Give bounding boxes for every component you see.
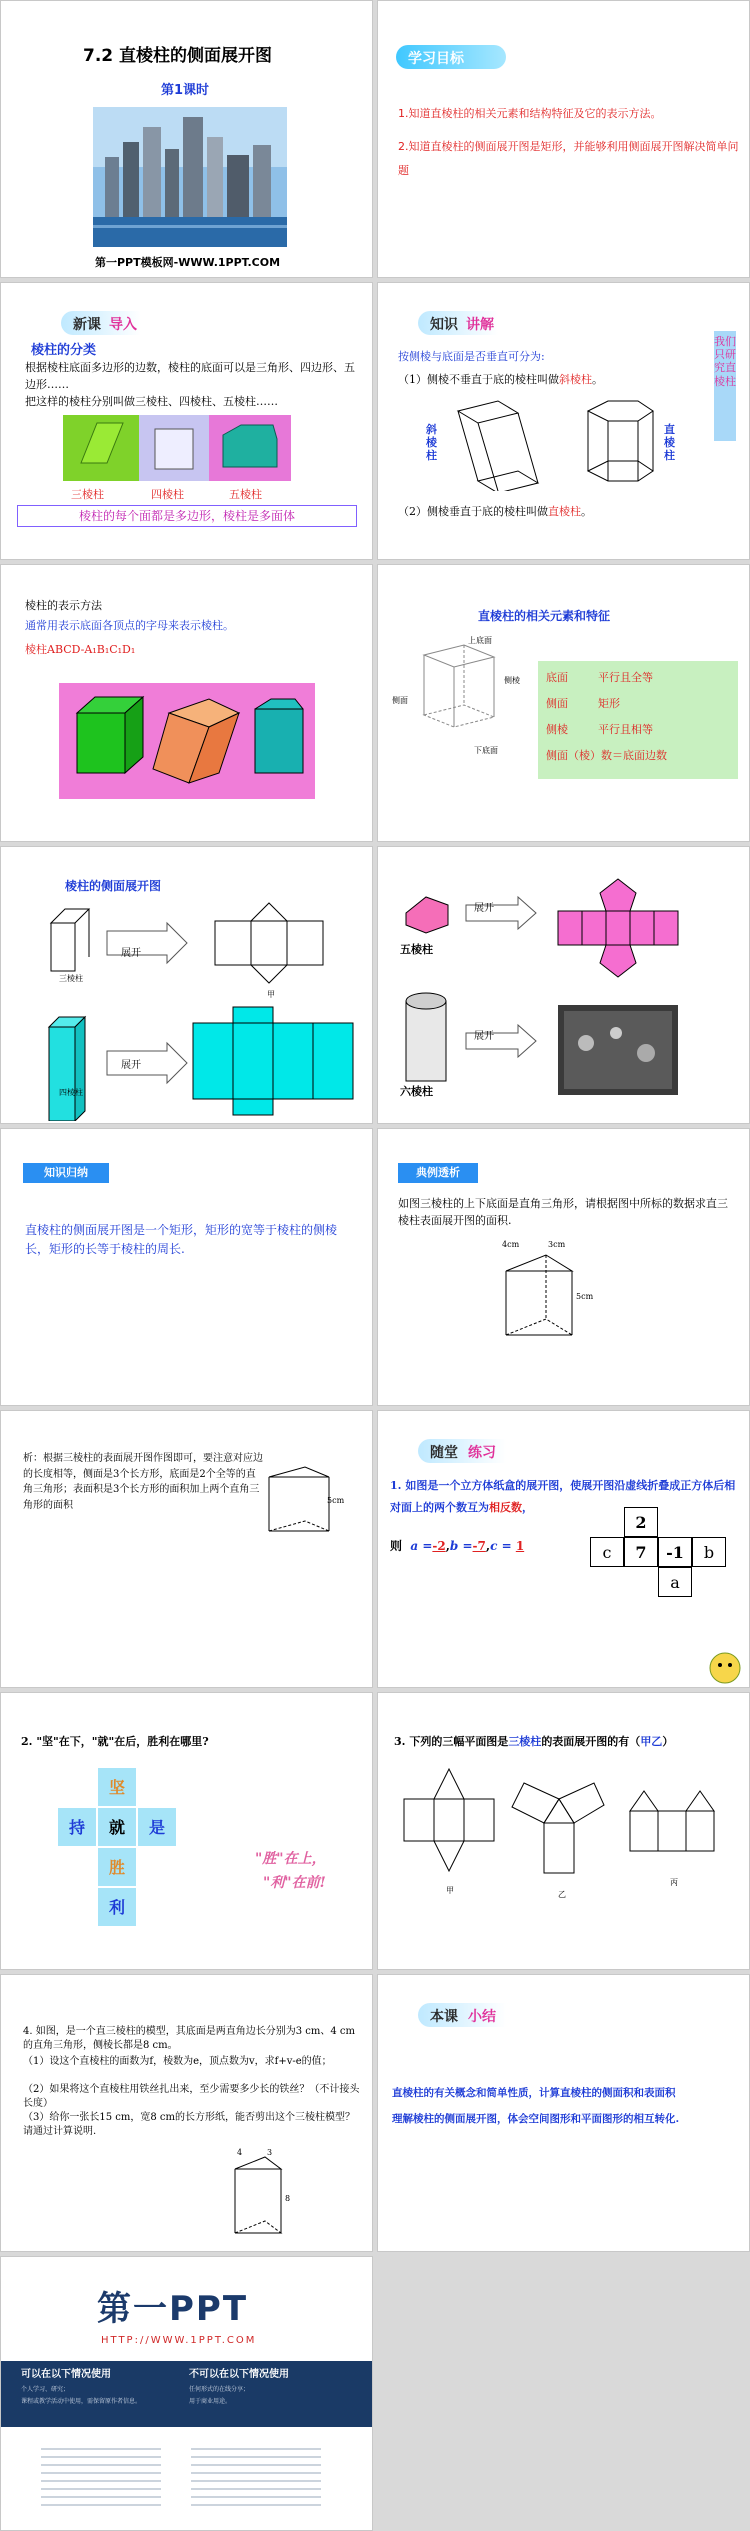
dim-3cm: 3cm bbox=[548, 1240, 566, 1249]
slide-nets-2 bbox=[377, 846, 750, 1124]
polyhedron-note: 棱柱的每个面都是多边形，棱柱是多面体 bbox=[17, 505, 357, 527]
q4-prism bbox=[221, 2151, 311, 2247]
intro-badge: 新课 导入 bbox=[61, 311, 161, 335]
lesson-subtitle: 第1课时 bbox=[161, 83, 210, 98]
analysis-5cm: 5cm bbox=[327, 1496, 345, 1505]
q4-dim-4: 4 bbox=[237, 2148, 243, 2157]
label-side-edge: 侧棱 bbox=[504, 676, 520, 685]
intro-p1: 根据棱柱底面多边形的边数，棱柱的底面可以是三角形、四边形、五边形…… bbox=[25, 361, 355, 392]
intro-heading: 棱柱的分类 bbox=[31, 343, 97, 358]
summary-p1: 直棱柱的有关概念和简单性质，计算直棱柱的侧面积和表面积 bbox=[392, 2087, 676, 2099]
answer-line-1: "胜"在上， bbox=[255, 1851, 326, 1867]
net-cell-neg1: -1 bbox=[658, 1537, 692, 1567]
goals-badge: 学习目标 bbox=[396, 45, 506, 69]
types-p1: 按侧棱与底面是否垂直可分为: bbox=[398, 350, 545, 363]
pentagon-hexagon-nets bbox=[396, 873, 736, 1111]
choice-bing: 丙 bbox=[670, 1878, 678, 1887]
slide-elements bbox=[377, 564, 750, 842]
slide-notation bbox=[0, 564, 373, 842]
net-cell-c: c bbox=[590, 1537, 624, 1567]
q4-p3: （2）如果将这个直棱柱用铁丝扎出来，至少需要多少长的铁丝？（不计接头长度） bbox=[23, 2084, 360, 2109]
practice-answers: 则 a =-2,b =-7,c = 1 bbox=[390, 1539, 525, 1553]
slide-summary-rule bbox=[0, 1128, 373, 1406]
net-cell-7: 7 bbox=[624, 1537, 658, 1567]
elements-row-4: 侧面（棱）数＝底面边数 bbox=[546, 749, 667, 762]
unfold-label-4: 展开 bbox=[474, 1031, 494, 1042]
unfold-label-3: 展开 bbox=[474, 903, 494, 914]
slide-practice-1 bbox=[377, 1410, 750, 1688]
label-top-base: 上底面 bbox=[468, 636, 492, 645]
elements-row-1: 底面 平行且全等 bbox=[546, 671, 653, 684]
label-bottom-base: 下底面 bbox=[474, 746, 498, 755]
notation-p1: 通常用表示底面各顶点的字母来表示棱柱。 bbox=[25, 619, 234, 632]
elements-diagram bbox=[394, 635, 514, 745]
footer-link-lines bbox=[41, 2443, 341, 2523]
slide-goals bbox=[377, 0, 750, 278]
cube-cell-jiu: 就 bbox=[97, 1807, 137, 1847]
types-p2: （1）侧棱不垂直于底的棱柱叫做斜棱柱。 bbox=[398, 373, 603, 386]
dim-4cm: 4cm bbox=[502, 1240, 520, 1249]
label-jia: 甲 bbox=[267, 990, 275, 999]
site-text: 第一PPT模板网-WWW.1PPT.COM bbox=[95, 256, 281, 269]
label-side-face: 侧面 bbox=[392, 696, 408, 705]
slide-nets-1 bbox=[0, 846, 373, 1124]
goal-2: 2.知道直棱柱的侧面展开图是矩形，并能够利用侧面展开图解决简单问题 bbox=[398, 140, 739, 178]
study-right-note: 我们只研究直棱柱 bbox=[714, 331, 736, 441]
page-title: 7.2 直棱柱的侧面展开图 bbox=[83, 46, 273, 66]
choice-yi: 乙 bbox=[558, 1890, 566, 1899]
mascot-icon bbox=[708, 1651, 742, 1685]
footer-logo: 第一PPT bbox=[97, 2289, 249, 2329]
elements-table bbox=[538, 661, 738, 779]
slide-footer bbox=[0, 2256, 373, 2531]
slide-example bbox=[377, 1128, 750, 1406]
practice-q1: 1. 如图是一个立方体纸盒的展开图，使展开图沿虚线折叠成正方体后相对面上的两个数互为相反数， bbox=[390, 1479, 736, 1514]
q4-dim-3: 3 bbox=[267, 2148, 273, 2157]
cube-cell-shi: 是 bbox=[137, 1807, 177, 1847]
label-3prism-net: 三棱柱 bbox=[59, 974, 83, 983]
slide-summary bbox=[377, 1974, 750, 2252]
choice-jia: 甲 bbox=[446, 1886, 454, 1895]
net-cell-2: 2 bbox=[624, 1507, 658, 1537]
practice-q2: 2. "坚"在下，"就"在后，胜利在哪里? bbox=[21, 1735, 209, 1748]
cube-cell-sheng: 胜 bbox=[97, 1847, 137, 1887]
prism-diagrams bbox=[438, 391, 678, 491]
q4-dim-8: 8 bbox=[285, 2194, 291, 2203]
nets-diagrams bbox=[47, 901, 367, 1121]
example-prism bbox=[486, 1245, 616, 1355]
label-3prism: 三棱柱 bbox=[71, 488, 104, 501]
summary-p2: 理解棱柱的侧面展开图，体会空间图形和平面图形的相互转化. bbox=[392, 2113, 680, 2125]
slide-types bbox=[377, 282, 750, 560]
intro-p2: 把这样的棱柱分别叫做三棱柱、四棱柱、五棱柱…… bbox=[25, 395, 278, 408]
net-cell-b: b bbox=[692, 1537, 726, 1567]
practice-badge: 随堂 练习 bbox=[418, 1439, 528, 1463]
types-p3: （2）侧棱垂直于底的棱柱叫做直棱柱。 bbox=[398, 505, 592, 518]
slide-practice-3 bbox=[377, 1692, 750, 1970]
practice-q3: 3. 下列的三幅平面图是三棱柱的表面展开图的有（甲乙） bbox=[394, 1735, 674, 1748]
label-4prism: 四棱柱 bbox=[151, 488, 184, 501]
slide-practice-4 bbox=[0, 1974, 373, 2252]
rule-badge: 知识归纳 bbox=[23, 1163, 109, 1183]
footer-cannot-2: 用于商业用途。 bbox=[189, 2398, 232, 2405]
footer-can-2: 课程或教学活动中使用，需保留原作者信息。 bbox=[21, 2398, 142, 2405]
example-badge: 典例透析 bbox=[398, 1163, 478, 1183]
summary-badge: 本课 小结 bbox=[418, 2003, 528, 2027]
goal-1: 1.知道直棱柱的相关元素和结构特征及它的表示方法。 bbox=[398, 107, 662, 120]
dim-5cm: 5cm bbox=[576, 1292, 594, 1301]
elements-row-3: 侧棱 平行且相等 bbox=[546, 723, 653, 736]
label-4prism-net: 四棱柱 bbox=[59, 1088, 83, 1097]
unfold-label-2: 展开 bbox=[121, 1060, 141, 1071]
nets-choices bbox=[394, 1763, 734, 1903]
cube-cell-jian: 坚 bbox=[97, 1767, 137, 1807]
types-badge: 知识 讲解 bbox=[418, 311, 518, 335]
nets-title: 棱柱的侧面展开图 bbox=[65, 879, 162, 893]
elements-title: 直棱柱的相关元素和特征 bbox=[478, 609, 611, 623]
slide-intro bbox=[0, 282, 373, 560]
answer-line-2: "利"在前! bbox=[263, 1875, 326, 1891]
footer-can-1: 个人学习、研究； bbox=[21, 2386, 70, 2393]
label-5prism-net: 五棱柱 bbox=[400, 943, 433, 956]
notation-heading: 棱柱的表示方法 bbox=[25, 599, 102, 612]
footer-license-bar bbox=[1, 2361, 373, 2427]
rule-text: 直棱柱的侧面展开图是一个矩形，矩形的宽等于棱柱的侧棱长，矩形的长等于棱柱的周长. bbox=[25, 1223, 338, 1257]
cube-cell-chi: 持 bbox=[57, 1807, 97, 1847]
footer-cannot-1: 任何形式的在线分享； bbox=[189, 2386, 250, 2393]
label-right: 直棱柱 bbox=[664, 423, 675, 463]
footer-url: HTTP://WWW.1PPT.COM bbox=[101, 2335, 257, 2346]
example-text: 如图三棱柱的上下底面是直角三角形，请根据图中所标的数据求直三棱柱表面展开图的面积. bbox=[398, 1197, 728, 1228]
notation-prisms bbox=[59, 683, 315, 799]
slide-practice-2 bbox=[0, 1692, 373, 1970]
unfold-label-1: 展开 bbox=[121, 948, 141, 959]
q4-p4: （3）给你一张长15 cm，宽8 cm的长方形纸，能否剪出这个三棱柱模型？请通过计算说明. bbox=[23, 2112, 355, 2137]
label-oblique: 斜棱柱 bbox=[426, 423, 437, 463]
label-5prism: 五棱柱 bbox=[229, 488, 262, 501]
label-6prism-net: 六棱柱 bbox=[400, 1085, 433, 1098]
slide-analysis bbox=[0, 1410, 373, 1688]
slide-title bbox=[0, 0, 373, 278]
analysis-text: 析：根据三棱柱的表面展开图作图即可，要注意对应边的长度相等，侧面是3个长方形，底面是2个全等的直角三角形；表面积是3个长方形的面积加上两个直角三角形的面积 bbox=[23, 1453, 263, 1511]
q4-p1: 4. 如图，是一个直三棱柱的模型，其底面是两直角边长分别为3 cm、4 cm的直角三角形，侧棱长都是8 cm。 bbox=[23, 2026, 355, 2051]
footer-can: 可以在以下情况使用 bbox=[21, 2369, 111, 2380]
elements-row-2: 侧面 矩形 bbox=[546, 697, 620, 710]
footer-cannot: 不可以在以下情况使用 bbox=[189, 2369, 289, 2380]
notation-p2: 棱柱ABCD-A₁B₁C₁D₁ bbox=[25, 643, 136, 656]
cube-cell-li: 利 bbox=[97, 1887, 137, 1927]
prism-images bbox=[63, 415, 291, 481]
net-cell-a: a bbox=[658, 1567, 692, 1597]
q4-p2: （1）设这个直棱柱的面数为f，棱数为e，顶点数为v，求f+v-e的值； bbox=[23, 2056, 332, 2067]
city-photo bbox=[93, 107, 287, 247]
